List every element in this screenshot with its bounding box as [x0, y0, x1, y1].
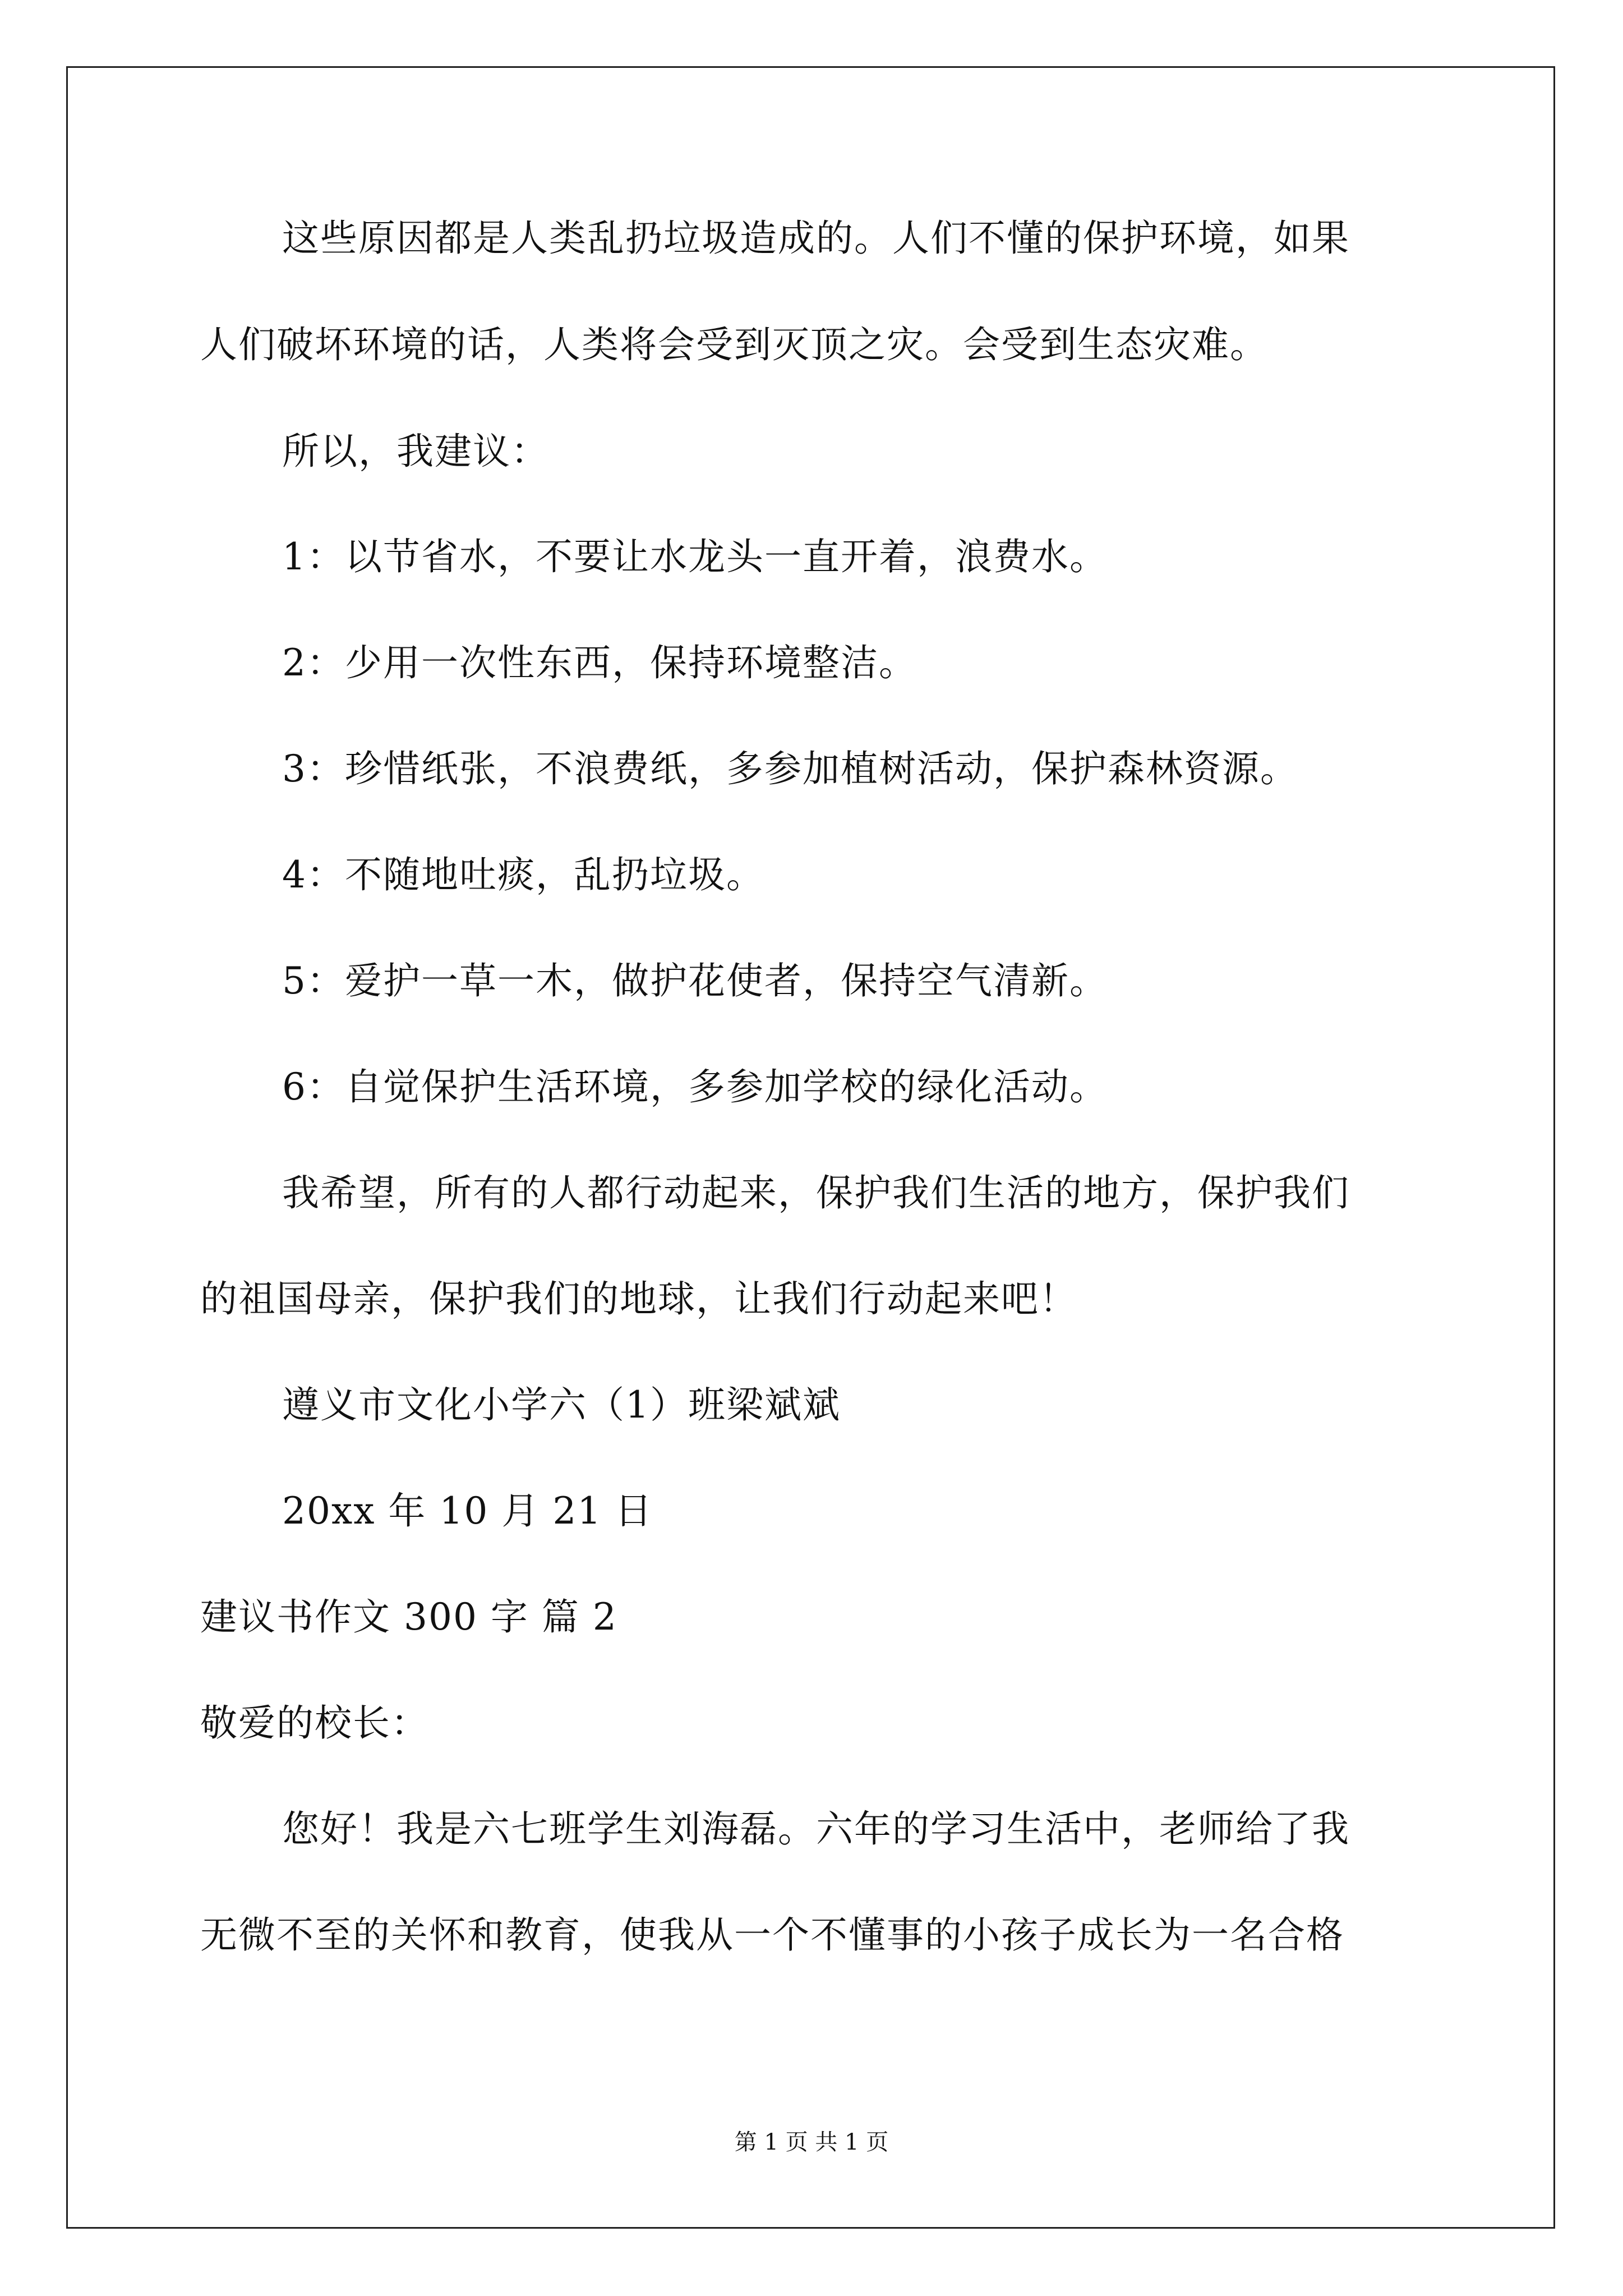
list-item: 5：爱护一草一木，做护花使者，保持空气清新。: [282, 959, 1108, 1002]
paragraph-line: 您好！我是六七班学生刘海磊。六年的学习生活中，老师给了我: [282, 1807, 1350, 1851]
page-footer: 第 1 页 共 1 页: [734, 2129, 889, 2155]
list-item: 2：少用一次性东西，保持环境整洁。: [282, 641, 917, 684]
page-border: [66, 66, 1555, 2229]
signature-line: 遵义市文化小学六（1）班梁斌斌: [282, 1383, 841, 1427]
paragraph-line: 的祖国母亲，保护我们的地球，让我们行动起来吧！: [200, 1277, 1077, 1320]
paragraph-line: 所以，我建议：: [282, 430, 549, 473]
section-heading: 建议书作文 300 字 篇 2: [200, 1595, 617, 1639]
paragraph-line: 无微不至的关怀和教育，使我从一个不懂事的小孩子成长为一名合格: [200, 1913, 1344, 1957]
list-item: 1：以节省水，不要让水龙头一直开着，浪费水。: [282, 535, 1108, 578]
list-item: 6：自觉保护生活环境，多参加学校的绿化活动。: [282, 1065, 1108, 1108]
paragraph-line: 人们破坏环境的话，人类将会受到灭顶之灾。会受到生态灾难。: [200, 323, 1268, 366]
date-line: 20xx 年 10 月 21 日: [282, 1489, 653, 1533]
list-item: 4：不随地吐痰，乱扔垃圾。: [282, 853, 764, 896]
paragraph-line: 我希望，所有的人都行动起来，保护我们生活的地方，保护我们: [282, 1171, 1350, 1214]
list-item: 3：珍惜纸张，不浪费纸，多参加植树活动，保护森林资源。: [282, 747, 1298, 790]
salutation: 敬爱的校长：: [200, 1701, 429, 1745]
paragraph-line: 这些原因都是人类乱扔垃圾造成的。人们不懂的保护环境，如果: [282, 217, 1350, 260]
